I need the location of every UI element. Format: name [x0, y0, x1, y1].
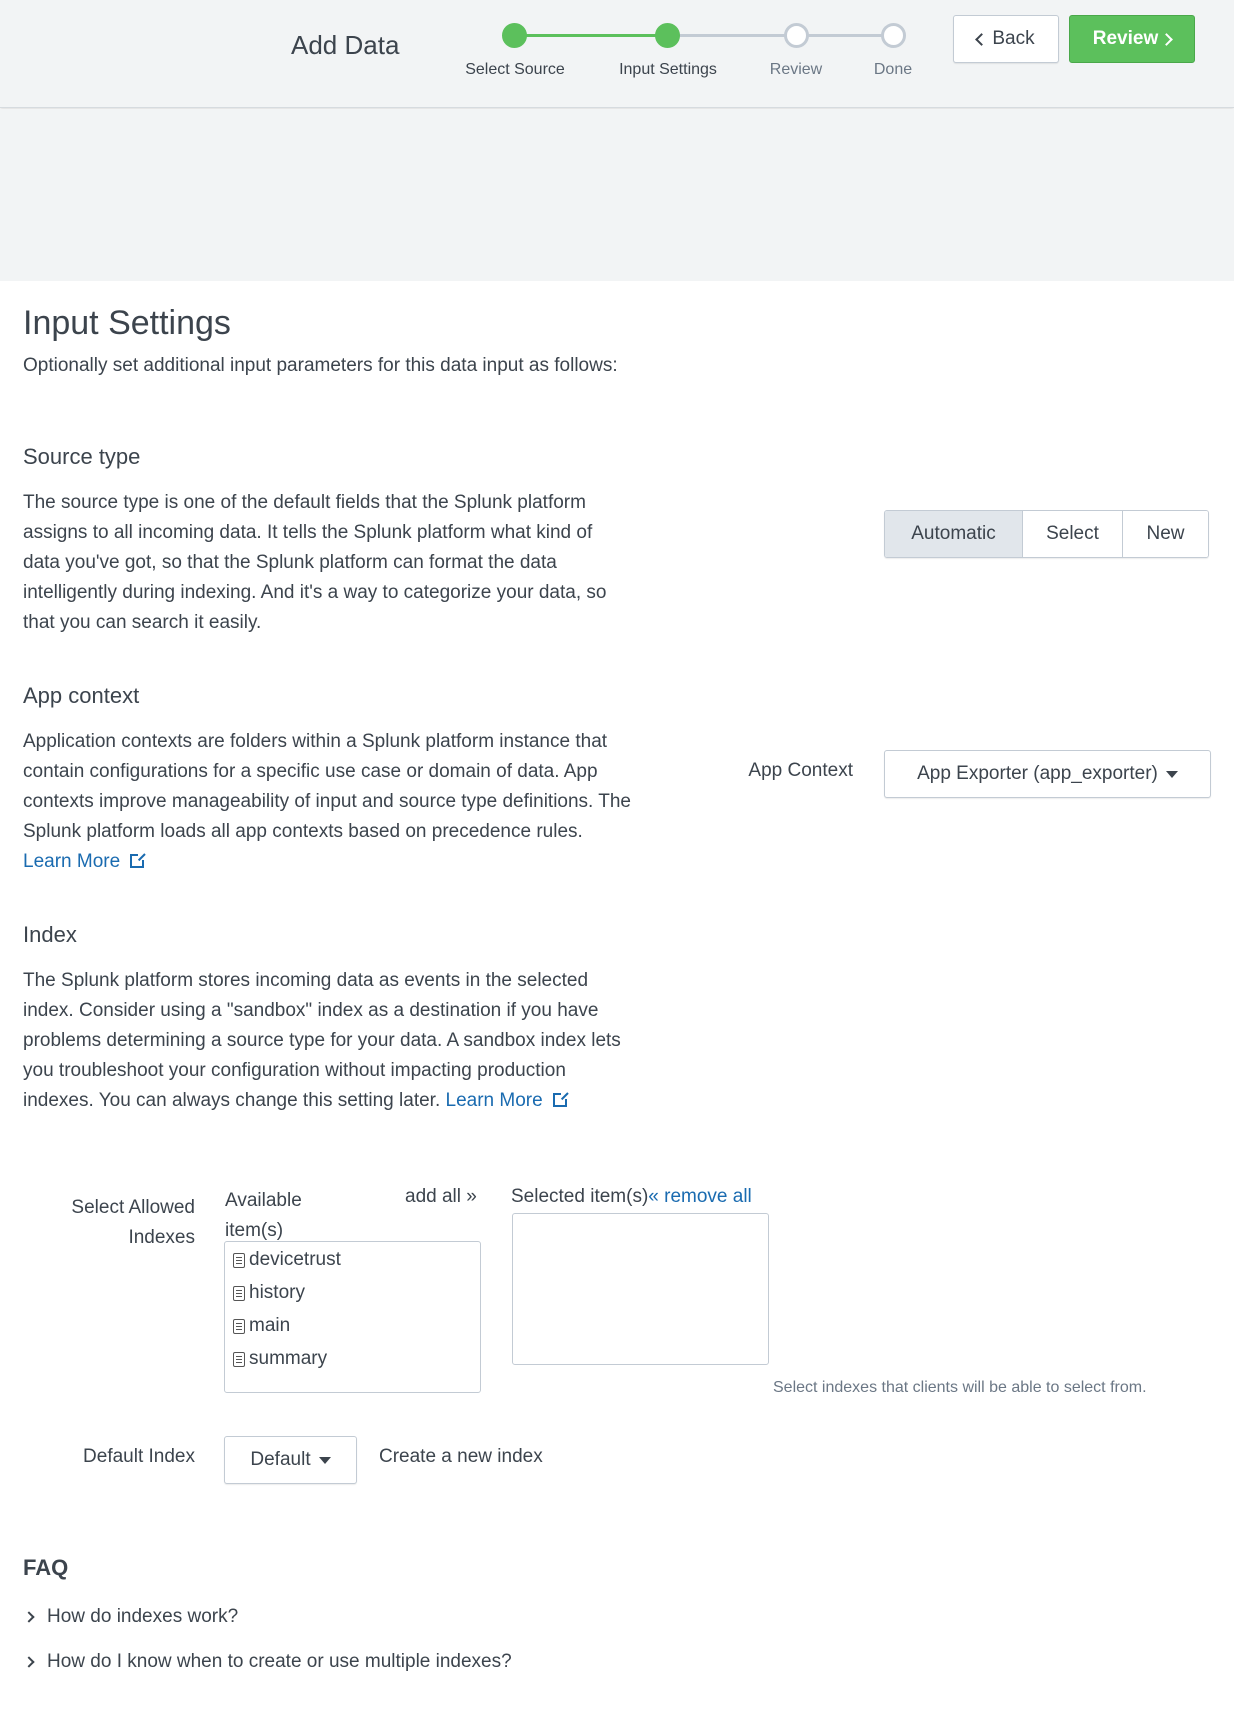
step-label-review: Review [769, 61, 823, 78]
available-items-header [225, 1186, 302, 1246]
page-subtitle: Optionally set additional input parameters for this data input as follows: [23, 355, 618, 376]
app-context-value: App Exporter (app_exporter) [917, 763, 1158, 784]
selected-items-list[interactable] [512, 1213, 769, 1365]
select-allowed-indexes-label [40, 1193, 195, 1253]
external-link-icon [553, 1093, 567, 1107]
list-item-label: devicetrust [249, 1249, 341, 1270]
list-item[interactable] [233, 1249, 341, 1271]
selected-items-header-label: Selected item(s) [511, 1186, 649, 1207]
step-connector-1 [520, 34, 675, 37]
app-context-learn-more-link[interactable] [23, 851, 144, 872]
chevron-right-icon [23, 1656, 34, 1667]
available-items-header-line1: Available [225, 1190, 302, 1211]
faq-item[interactable] [23, 1606, 238, 1628]
create-new-index-link[interactable]: Create a new index [379, 1446, 543, 1467]
index-icon [233, 1286, 245, 1301]
select-allowed-indexes-label-line1: Select Allowed [71, 1197, 195, 1218]
app-context-description [23, 727, 633, 877]
step-dot-done [881, 23, 906, 48]
back-button[interactable] [953, 15, 1059, 63]
select-allowed-indexes-label-line2: Indexes [128, 1227, 195, 1248]
source-type-automatic-button[interactable]: Automatic [885, 511, 1022, 557]
faq-item-label: How do I know when to create or use multiple indexes? [47, 1651, 512, 1672]
index-heading: Index [23, 922, 77, 947]
chevron-left-icon [976, 33, 989, 46]
source-type-toggle [884, 510, 1209, 558]
app-context-description-text: Application contexts are folders within a Splunk platform instance that contain configurations for a specific use case or domain of data. App contexts improve manageability of input and source type definitions. The Splunk platform loads all app contexts based on precedence rules. [23, 731, 631, 842]
index-icon [233, 1253, 245, 1268]
index-icon [233, 1319, 245, 1334]
list-item-label: history [249, 1282, 305, 1303]
chevron-right-icon [1160, 33, 1173, 46]
remove-all-link[interactable]: « remove all [648, 1186, 752, 1207]
review-button[interactable] [1069, 15, 1195, 63]
list-item-label: summary [249, 1348, 328, 1369]
step-dot-select-source [502, 23, 527, 48]
back-button-label: Back [992, 28, 1035, 49]
external-link-icon [130, 854, 144, 868]
step-label-input-settings: Input Settings [619, 61, 717, 78]
step-dot-review [784, 23, 809, 48]
chevron-right-icon [23, 1611, 34, 1622]
source-type-select-button[interactable]: Select [1022, 511, 1122, 557]
faq-item-label: How do indexes work? [47, 1606, 239, 1627]
step-dot-input-settings [655, 23, 680, 48]
list-item-label: main [249, 1315, 291, 1336]
caret-down-icon [319, 1457, 331, 1464]
source-type-description: The source type is one of the default fields that the Splunk platform assigns to all incoming data. It tells the Splunk platform what kind of data you've got, so that the Splunk platform can format the data intelligently during indexing. And it's a way to categorize your data, so that you can search it easily. [23, 492, 607, 633]
add-all-link[interactable]: add all » [405, 1186, 477, 1207]
index-learn-more-link[interactable] [446, 1090, 567, 1111]
default-index-dropdown[interactable] [224, 1436, 357, 1484]
app-context-dropdown[interactable] [884, 750, 1211, 798]
app-context-learn-more-label: Learn More [23, 851, 121, 872]
default-index-value: Default [250, 1449, 311, 1470]
page-title: Input Settings [23, 304, 231, 342]
index-icon [233, 1352, 245, 1367]
source-type-heading: Source type [23, 444, 141, 469]
step-label-done: Done [873, 61, 913, 78]
available-items-header-line2: item(s) [225, 1220, 284, 1241]
default-index-label: Default Index [83, 1446, 195, 1467]
app-context-heading: App context [23, 683, 140, 708]
wizard-header [0, 0, 1234, 108]
selected-items-header [511, 1186, 752, 1208]
select-indexes-hint: Select indexes that clients will be able to select from. [773, 1379, 1147, 1396]
faq-heading: FAQ [23, 1555, 69, 1580]
page-header-title: Add Data [291, 30, 400, 60]
app-context-label: App Context [748, 760, 853, 781]
review-button-label: Review [1092, 28, 1159, 49]
available-items-list[interactable] [224, 1241, 481, 1393]
caret-down-icon [1166, 771, 1178, 778]
index-description [23, 966, 623, 1116]
list-item[interactable] [233, 1348, 327, 1370]
faq-item[interactable] [23, 1651, 512, 1673]
list-item[interactable] [233, 1315, 290, 1337]
index-description-text: The Splunk platform stores incoming data as events in the selected index. Consider using a "sandbox" index as a destination if you have problems determining a source type for your data. A sandbox index lets you troubleshoot your configuration without impacting production indexes. You can always change this setting later. [23, 970, 621, 1111]
source-type-new-button[interactable]: New [1122, 511, 1208, 557]
header-banner-area [0, 109, 1234, 281]
index-learn-more-label: Learn More [445, 1090, 543, 1111]
list-item[interactable] [233, 1282, 305, 1304]
step-label-select-source: Select Source [465, 61, 565, 78]
